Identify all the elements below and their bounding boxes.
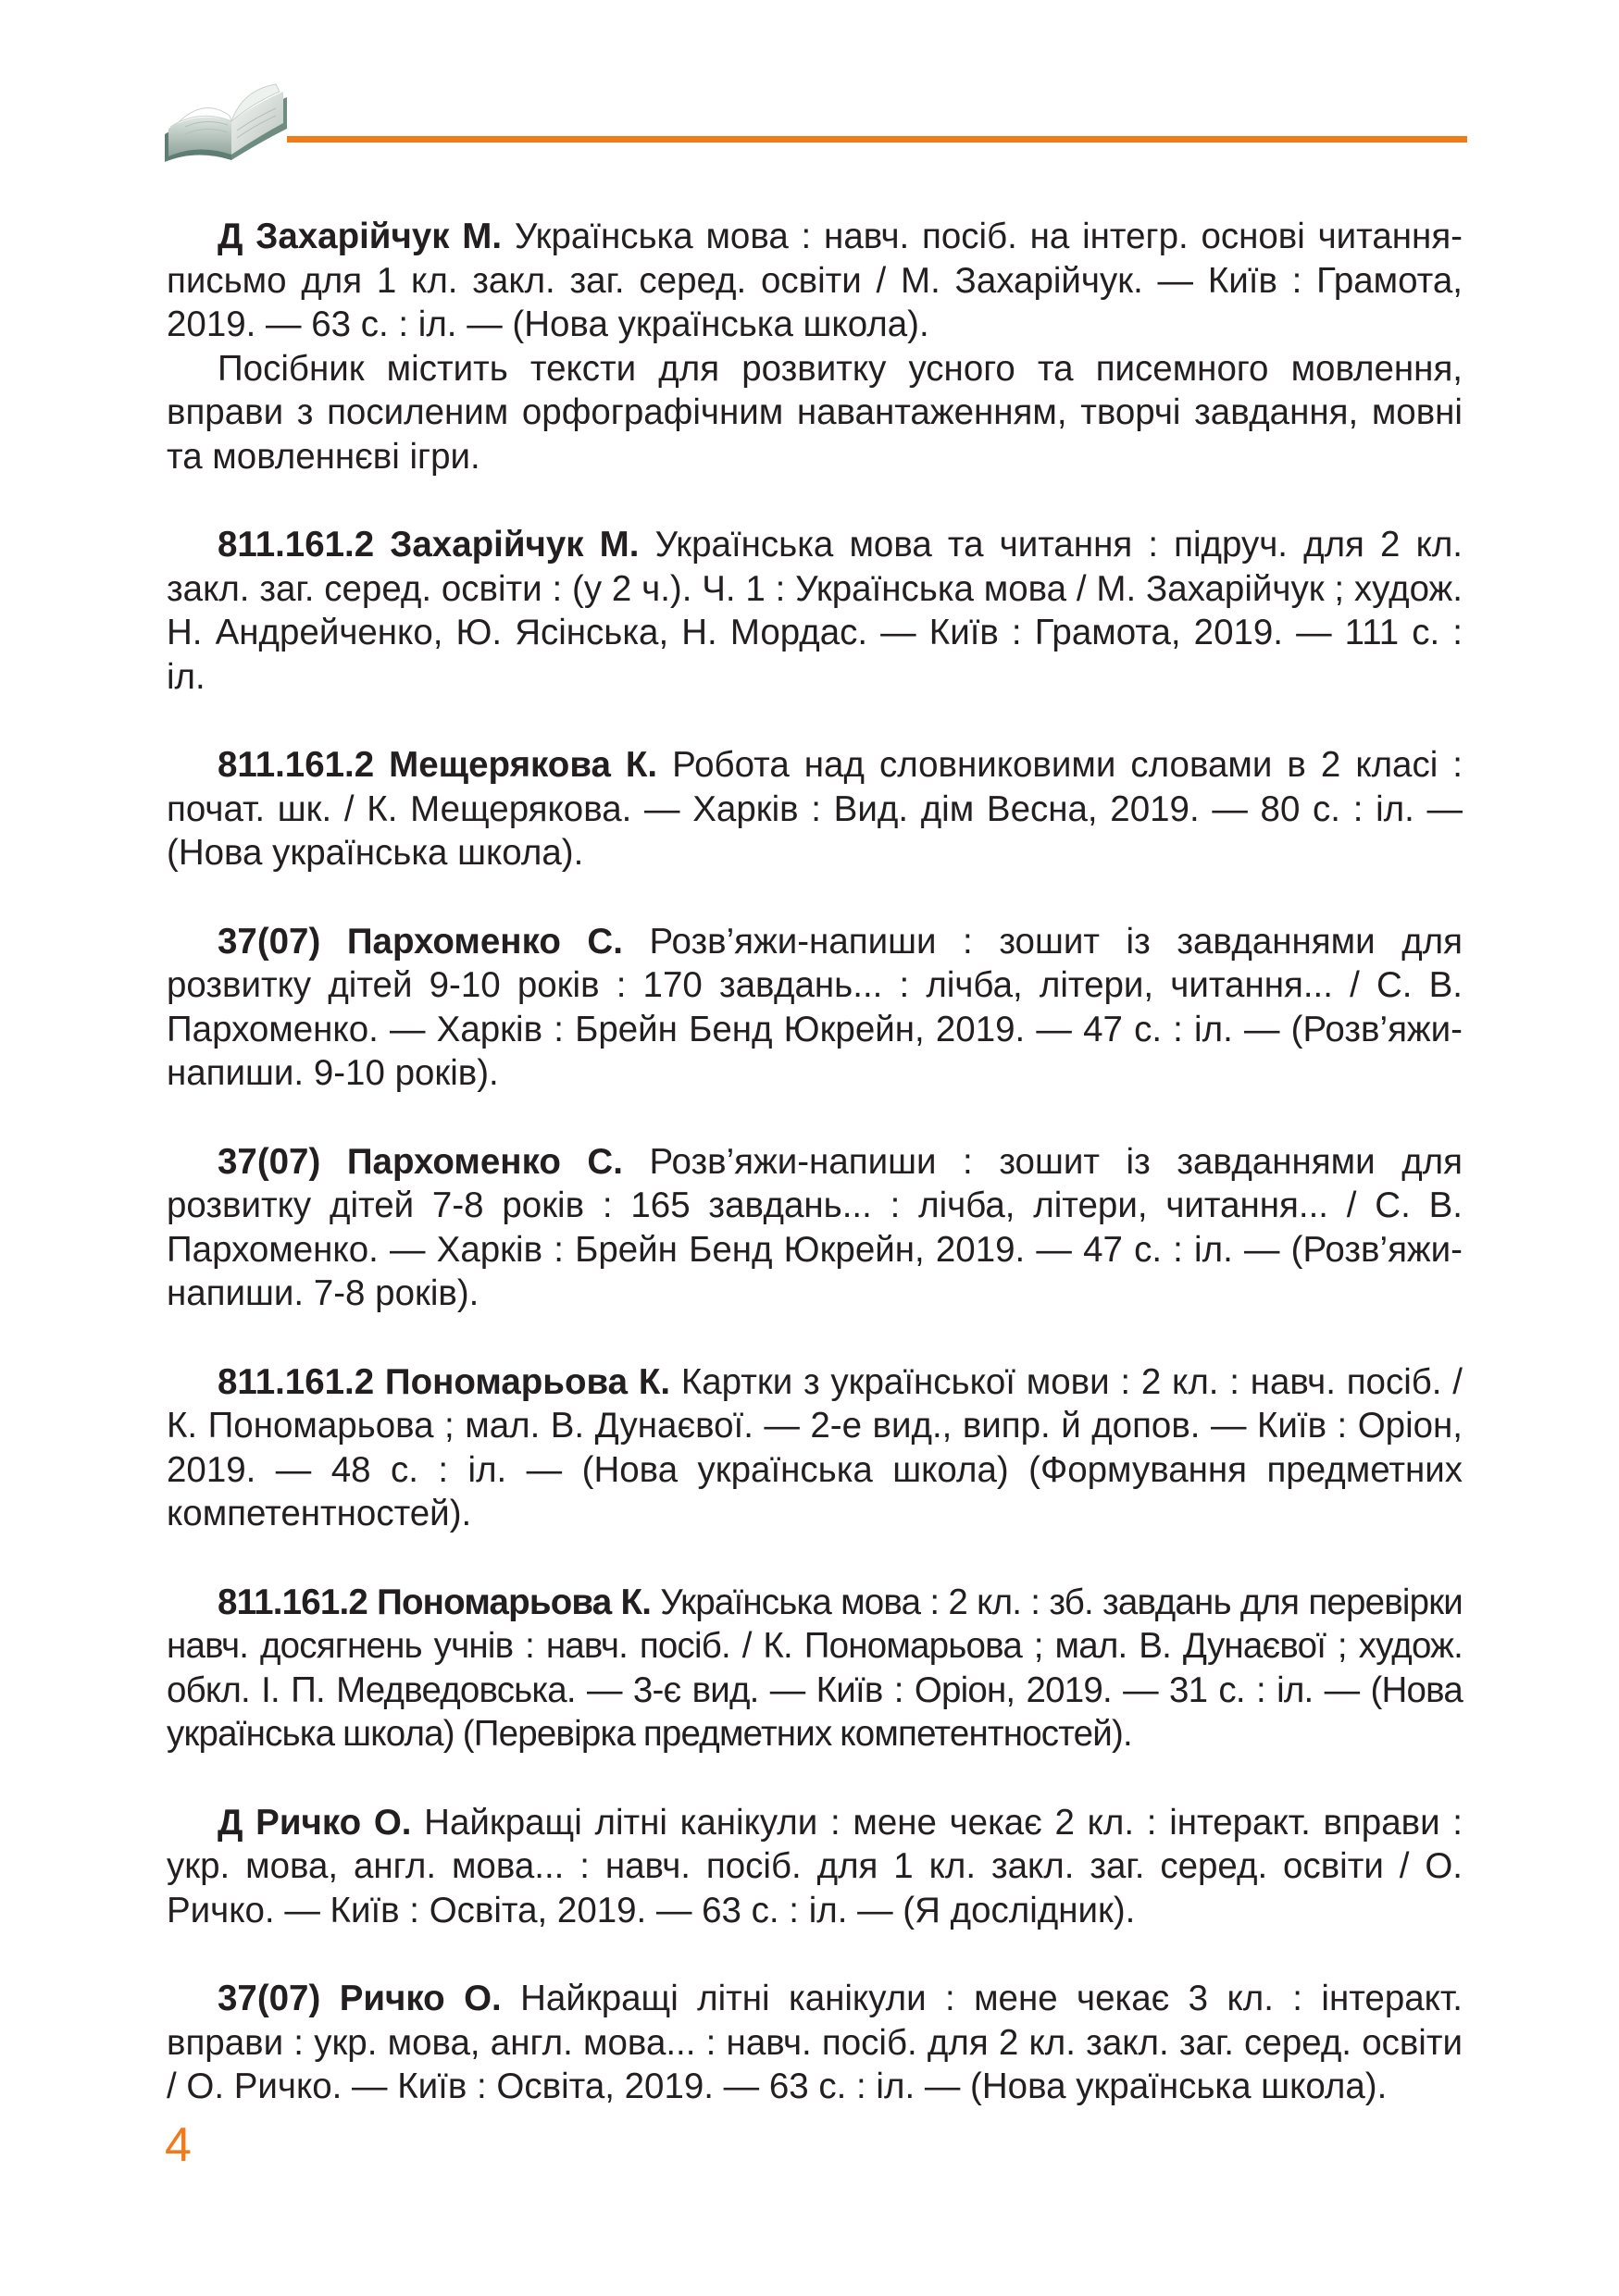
entry-heading: 811.161.2 Пономарьова К. (218, 1582, 661, 1622)
bibliography-entry (167, 215, 1463, 478)
entry-description: Розв’яжи-напиши : зошит із завданнями для розвитку дітей 7-8 років : 165 завдань... : лічба, літери, читання... / С. В. Пархоменко. — Харків : Брейн Бенд Юкрейн, 2019. — 47 с. : іл. — (Розв’яжи-напиши. 7-8 років). (167, 1141, 1463, 1313)
entry-description: Картки з української мови : 2 кл. : навч. посіб. / К. Пономарьова ; мал. В. Дунаєвої. — 2-е вид., випр. й допов. — Київ : Оріон, 2019. — 48 с. : іл. — (Нова українська школа) (Формування предметних компетентностей). (167, 1361, 1463, 1533)
entry-description: Найкращі літні канікули : мене чекає 3 кл. : інтеракт. вправи : укр. мова, англ. мова... : навч. посіб. для 2 кл. закл. заг. серед. освіти / О. Ричко. — Київ : Освіта, 2019. — 63 с. : іл. — (Нова українська школа). (167, 1979, 1463, 2106)
entry-heading: 37(07) Пархоменко С. (218, 921, 650, 962)
entry-heading: Д Ричко О. (218, 1802, 425, 1843)
open-book-icon (157, 69, 292, 171)
bibliography-entry (167, 743, 1463, 875)
entry-heading: 37(07) Ричко О. (218, 1979, 521, 2018)
entry-heading: Д Захарійчук М. (218, 217, 515, 256)
bibliography-entry (167, 920, 1463, 1096)
entry-description: Робота над словниковими словами в 2 класі : почат. шк. / К. Мещерякова. — Харків : Вид. дім Весна, 2019. — 80 с. : іл. — (Нова українська школа). (167, 745, 1463, 873)
entry-description: Українська мова та читання : підруч. для 2 кл. закл. заг. серед. освіти : (у 2 ч.). Ч. 1 : Українська мова / М. Захарійчук ; худож. Н. Андрейченко, Ю. Ясінська, Н. Мордас. — Київ : Грамота, 2019. — 111 с. : іл. (167, 525, 1463, 697)
entry-heading: 37(07) Пархоменко С. (218, 1141, 650, 1182)
page-number: 4 (165, 2118, 192, 2172)
entry-description: Українська мова : навч. посіб. на інтегр. основі читання-письмо для 1 кл. закл. заг. серед. освіти / М. Захарійчук. — Київ : Грамота, 2019. — 63 с. : іл. — (Нова українська школа). (167, 217, 1463, 344)
bibliography-entry (167, 1581, 1463, 1756)
entry-annotation: Посібник містить тексти для розвитку усного та писемного мовлення, вправи з посиленим орфографічним навантаженням, творчі завдання, мовні та мовленнєві ігри. (167, 348, 1463, 477)
entry-heading: 811.161.2 Пономарьова К. (218, 1361, 681, 1402)
entry-heading: 811.161.2 Захарійчук М. (218, 525, 655, 565)
header-rule (287, 136, 1467, 143)
entry-description: Найкращі літні канікули : мене чекає 2 кл. : інтеракт. вправи : укр. мова, англ. мова... : навч. посіб. для 1 кл. закл. заг. серед. освіти / О. Ричко. — Київ : Освіта, 2019. — 63 с. : іл. — (Я дослідник). (167, 1802, 1463, 1930)
bibliography-entry (167, 1801, 1463, 1933)
entry-description: Розв’яжи-напиши : зошит із завданнями для розвитку дітей 9-10 років : 170 завдань... : лічба, літери, читання... / С. В. Пархоменко. — Харків : Брейн Бенд Юкрейн, 2019. — 47 с. : іл. — (Розв’яжи-напиши. 9-10 років). (167, 921, 1463, 1093)
page-header (157, 69, 1472, 171)
bibliography-list (167, 215, 1463, 2153)
entry-heading: 811.161.2 Мещерякова К. (218, 745, 673, 785)
bibliography-entry (167, 1360, 1463, 1536)
entry-description: Українська мова : 2 кл. : зб. завдань для перевірки навч. досягнень учнів : навч. посіб. / К. Пономарьова ; мал. В. Дунаєвої ; худож. обкл. І. П. Медведовська. — 3-є вид. — Київ : Оріон, 2019. — 31 с. : іл. — (Нова українська школа) (Перевірка предметних компетентностей). (167, 1582, 1463, 1754)
bibliography-entry (167, 523, 1463, 699)
bibliography-entry (167, 1977, 1463, 2109)
bibliography-entry (167, 1140, 1463, 1316)
